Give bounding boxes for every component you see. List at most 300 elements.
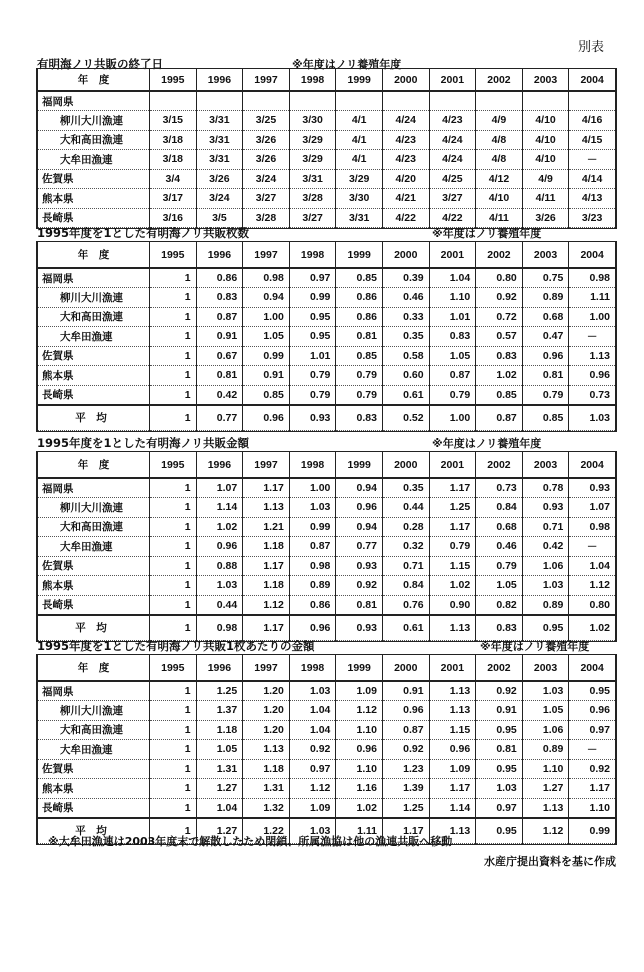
cell-value: 3/27 [243,189,290,209]
cell-value: 4/10 [522,150,569,170]
cell-value: 4/1 [336,111,383,131]
cell-value: 0.71 [382,556,429,576]
cell-value: 1.10 [569,798,616,818]
header-label: 年 度 [38,655,150,681]
average-value: 0.77 [196,405,243,431]
average-row [38,615,616,641]
cell-value: 4/24 [429,150,476,170]
table-row [38,740,616,760]
year-header: 1997 [243,69,290,91]
table-row [38,346,616,366]
cell-value: 4/15 [569,130,616,150]
row-label: 熊本県 [38,576,150,596]
table-row [38,779,616,799]
cell-value: 4/10 [522,130,569,150]
cell-value: 3/31 [196,111,243,131]
cell-value: 1 [150,366,197,386]
cell-value: 4/8 [476,130,523,150]
cell-value: 1 [150,595,197,615]
row-label: 大和高田漁連 [38,130,150,150]
cell-value: 1.01 [429,307,476,327]
cell-value: 1.27 [522,779,569,799]
cell-value: 0.96 [382,701,429,721]
year-header: 1995 [150,69,197,91]
cell-value: 1.37 [196,701,243,721]
cell-value: 0.87 [289,537,336,557]
cell-value: 1 [150,798,197,818]
cell-value: 4/23 [429,111,476,131]
cell-value: 1.21 [243,517,290,537]
year-header: 1997 [243,452,290,478]
cell-value: 1.06 [522,556,569,576]
cell-value: 1.27 [196,779,243,799]
year-header: 1997 [243,655,290,681]
cell-value: 3/24 [243,169,290,189]
cell-value: 1.00 [243,307,290,327]
cell-value: 0.96 [336,740,383,760]
cell-value: 0.46 [476,537,523,557]
header-label: 年 度 [38,242,150,268]
average-value: 1.22 [243,818,290,844]
cell-value: 0.42 [196,385,243,405]
cell-value: 3/30 [289,111,336,131]
cell-value: 0.93 [569,478,616,498]
average-value: 1.00 [429,405,476,431]
cell-value: 0.33 [382,307,429,327]
cell-value: 1.39 [382,779,429,799]
year-header: 2003 [522,242,569,268]
header-row [38,242,616,268]
cell-value: 1.17 [429,779,476,799]
year-header: 1995 [150,452,197,478]
cell-value: 3/17 [150,189,197,209]
cell-value: 1.01 [289,346,336,366]
table2-note: ※年度はノリ養殖年度 [432,227,542,240]
cell-value: 0.44 [196,595,243,615]
cell-value: 0.68 [522,307,569,327]
cell-value: 4/1 [336,150,383,170]
average-value: 1.03 [289,818,336,844]
cell-value: 4/24 [429,130,476,150]
cell-value: 0.98 [243,268,290,288]
cell-value: 0.96 [196,537,243,557]
cell-value: 1.12 [289,779,336,799]
cell-value: 3/5 [196,208,243,228]
cell-value: 4/24 [382,111,429,131]
cell-value: 0.79 [476,556,523,576]
cell-value: 4/22 [382,208,429,228]
cell-value: 1.17 [243,478,290,498]
cell-value: 0.86 [336,288,383,308]
sales-amount-table [37,452,616,641]
cell-value: 0.77 [336,537,383,557]
cell-value: 3/28 [243,208,290,228]
cell-value: 1.03 [476,779,523,799]
cell-value: 1 [150,268,197,288]
year-header: 2002 [476,452,523,478]
cell-value [150,91,197,111]
cell-value: 1 [150,498,197,518]
cell-value: 0.67 [196,346,243,366]
year-header: 2001 [429,452,476,478]
average-label: 平 均 [38,615,150,641]
cell-value: 0.92 [336,576,383,596]
cell-value: 1.20 [243,681,290,701]
cell-value: － [569,327,616,347]
cell-value: 3/31 [336,208,383,228]
cell-value: 0.79 [429,537,476,557]
row-label: 佐賀県 [38,346,150,366]
table4-title: 1995年度を1とした有明海ノリ共販1枚あたりの金額 [37,639,315,653]
year-header: 2002 [476,655,523,681]
cell-value: 0.98 [289,556,336,576]
cell-value: 1 [150,779,197,799]
table-row [38,366,616,386]
cell-value: 1.10 [336,759,383,779]
row-label: 大牟田漁連 [38,150,150,170]
cell-value: 0.85 [336,268,383,288]
footnote: ※大牟田漁連は2003年度末で解散したため閉鎖、所属漁協は他の漁連共販へ移動 [48,835,453,848]
sales-volume-table [37,242,616,431]
year-header: 1996 [196,242,243,268]
cell-value: 1.03 [196,576,243,596]
row-label: 熊本県 [38,366,150,386]
cell-value: 0.79 [289,366,336,386]
row-label: 大和高田漁連 [38,720,150,740]
row-label: 長崎県 [38,595,150,615]
row-label: 大牟田漁連 [38,537,150,557]
cell-value: 0.90 [429,595,476,615]
average-value: 0.93 [289,405,336,431]
year-header: 2004 [569,242,616,268]
year-header: 2003 [522,69,569,91]
row-label: 長崎県 [38,385,150,405]
cell-value: 0.80 [476,268,523,288]
cell-value: 1.31 [196,759,243,779]
year-header: 2003 [522,655,569,681]
cell-value: 1.18 [243,537,290,557]
cell-value: 1.13 [429,681,476,701]
cell-value: 1 [150,327,197,347]
cell-value: 1 [150,701,197,721]
cell-value: 1.20 [243,720,290,740]
table-row [38,478,616,498]
cell-value: 0.58 [382,346,429,366]
cell-value: 1.17 [243,556,290,576]
average-value: 0.87 [476,405,523,431]
table-row [38,111,616,131]
row-label: 大牟田漁連 [38,327,150,347]
row-label: 柳川大川漁連 [38,111,150,131]
cell-value: 1.03 [522,681,569,701]
table-row [38,720,616,740]
cell-value: 0.89 [522,595,569,615]
row-label: 長崎県 [38,798,150,818]
cell-value: 3/26 [196,169,243,189]
cell-value: 1.15 [429,556,476,576]
cell-value: 0.83 [429,327,476,347]
cell-value: 0.68 [476,517,523,537]
cell-value: 1.04 [569,556,616,576]
year-header: 2001 [429,655,476,681]
cell-value: 1 [150,537,197,557]
average-label: 平 均 [38,405,150,431]
cell-value: 1.10 [522,759,569,779]
cell-value: 4/23 [382,130,429,150]
cell-value: 4/11 [522,189,569,209]
average-value: 1.17 [382,818,429,844]
source-note: 水産庁提出資料を基に作成 [484,855,616,868]
row-label: 熊本県 [38,189,150,209]
cell-value: 0.87 [382,720,429,740]
cell-value: 1.05 [243,327,290,347]
year-header: 2002 [476,69,523,91]
cell-value: 4/10 [476,189,523,209]
year-header: 1996 [196,655,243,681]
cell-value: 0.95 [569,681,616,701]
cell-value: 0.81 [336,595,383,615]
cell-value [289,91,336,111]
cell-value: 1 [150,517,197,537]
cell-value: 4/9 [476,111,523,131]
year-header: 2002 [476,242,523,268]
cell-value: 1.05 [196,740,243,760]
cell-value: 0.35 [382,478,429,498]
table-row [38,556,616,576]
cell-value: 4/10 [522,111,569,131]
cell-value: 1 [150,759,197,779]
cell-value: 1 [150,307,197,327]
cell-value: 0.87 [429,366,476,386]
cell-value: 0.91 [476,701,523,721]
cell-value: 0.91 [243,366,290,386]
page-tag: 別表 [578,40,605,55]
cell-value [522,91,569,111]
cell-value [476,91,523,111]
cell-value: 3/30 [336,189,383,209]
cell-value: 0.85 [336,346,383,366]
cell-value: 0.95 [476,759,523,779]
year-header: 1995 [150,655,197,681]
year-header: 2004 [569,452,616,478]
table-row [38,681,616,701]
cell-value: 4/14 [569,169,616,189]
cell-value: 1.13 [429,701,476,721]
average-value: 0.83 [336,405,383,431]
cell-value: 0.81 [336,327,383,347]
cell-value: 0.86 [196,268,243,288]
cell-value: 0.32 [382,537,429,557]
cell-value: 4/21 [382,189,429,209]
cell-value: 0.99 [289,288,336,308]
cell-value: 0.96 [336,498,383,518]
cell-value: 0.47 [522,327,569,347]
cell-value: 1.13 [522,798,569,818]
table-row [38,288,616,308]
cell-value: 1 [150,346,197,366]
cell-value: 1.04 [289,720,336,740]
cell-value: 4/22 [429,208,476,228]
table-row [38,307,616,327]
cell-value: 1.10 [336,720,383,740]
cell-value: 1.10 [429,288,476,308]
cell-value: 0.89 [522,288,569,308]
cell-value: 0.95 [289,307,336,327]
cell-value: 0.89 [289,576,336,596]
average-value: 1 [150,818,197,844]
cell-value [243,91,290,111]
cell-value: 1.04 [289,701,336,721]
year-header: 2001 [429,69,476,91]
cell-value: 4/25 [429,169,476,189]
cell-value: 1.02 [196,517,243,537]
cell-value: 1.05 [522,701,569,721]
cell-value: 3/27 [429,189,476,209]
cell-value: 0.57 [476,327,523,347]
cell-value: 4/8 [476,150,523,170]
cell-value: 0.99 [243,346,290,366]
cell-value: 0.72 [476,307,523,327]
table-row [38,517,616,537]
table4-note: ※年度はノリ養殖年度 [480,640,590,653]
table1-note: ※年度はノリ養殖年度 [292,58,402,71]
average-value: 0.96 [289,615,336,641]
cell-value: 1 [150,478,197,498]
average-value: 1.13 [429,615,476,641]
cell-value: 0.82 [476,595,523,615]
cell-value: 0.87 [196,307,243,327]
header-label: 年 度 [38,452,150,478]
row-label: 佐賀県 [38,759,150,779]
year-header: 2000 [382,69,429,91]
cell-value: 1.13 [569,346,616,366]
cell-value: 1.32 [243,798,290,818]
cell-value: 0.73 [569,385,616,405]
average-value: 1.02 [569,615,616,641]
cell-value: 4/11 [476,208,523,228]
cell-value: 0.79 [522,385,569,405]
year-header: 2003 [522,452,569,478]
cell-value: 0.76 [382,595,429,615]
year-header: 2000 [382,242,429,268]
cell-value: 0.88 [196,556,243,576]
row-label: 柳川大川漁連 [38,701,150,721]
table-row [38,268,616,288]
year-header: 1999 [336,452,383,478]
cell-value: 0.99 [289,517,336,537]
cell-value: 1.12 [336,701,383,721]
cell-value: 4/12 [476,169,523,189]
cell-value: 3/25 [243,111,290,131]
cell-value: 1.02 [429,576,476,596]
cell-value: 0.91 [196,327,243,347]
table-row [38,576,616,596]
cell-value: 3/16 [150,208,197,228]
year-header: 2004 [569,655,616,681]
cell-value: 1.02 [336,798,383,818]
cell-value: 0.92 [476,681,523,701]
year-header: 2000 [382,655,429,681]
cell-value: 1.17 [429,478,476,498]
cell-value: 0.83 [196,288,243,308]
cell-value: 0.92 [382,740,429,760]
average-value: 1 [150,405,197,431]
cell-value: 0.95 [476,720,523,740]
average-value: 0.95 [522,615,569,641]
row-label: 大和高田漁連 [38,517,150,537]
cell-value: 1.23 [382,759,429,779]
table3-title: 1995年度を1とした有明海ノリ共販金額 [37,436,250,450]
average-value: 0.99 [569,818,616,844]
year-header: 1999 [336,69,383,91]
cell-value: 1 [150,740,197,760]
year-header: 2004 [569,69,616,91]
cell-value: 1.03 [289,498,336,518]
cell-value: 1.09 [289,798,336,818]
row-label: 福岡県 [38,478,150,498]
cell-value: 1.16 [336,779,383,799]
cell-value: 0.98 [569,517,616,537]
cell-value: 0.86 [336,307,383,327]
average-value: 0.83 [476,615,523,641]
cell-value: 3/31 [289,169,336,189]
average-value: 1.17 [243,615,290,641]
cell-value: 0.80 [569,595,616,615]
cell-value: 0.93 [522,498,569,518]
cell-value: 1 [150,681,197,701]
cell-value: 3/23 [569,208,616,228]
cell-value: 0.85 [243,385,290,405]
cell-value: 1 [150,720,197,740]
cell-value: 3/15 [150,111,197,131]
cell-value: 3/28 [289,189,336,209]
cell-value: 1.18 [243,759,290,779]
header-row [38,452,616,478]
cell-value: 0.94 [336,517,383,537]
cell-value: 0.46 [382,288,429,308]
cell-value: 0.97 [289,759,336,779]
year-header: 1996 [196,69,243,91]
cell-value: 0.96 [569,701,616,721]
cell-value: 1.06 [522,720,569,740]
row-label: 福岡県 [38,681,150,701]
cell-value: 1.05 [476,576,523,596]
year-header: 1996 [196,452,243,478]
cell-value: 1.17 [569,779,616,799]
row-label: 大和高田漁連 [38,307,150,327]
row-label: 福岡県 [38,268,150,288]
average-value: 1 [150,615,197,641]
year-header: 1998 [289,69,336,91]
average-value: 0.52 [382,405,429,431]
cell-value: 1.18 [196,720,243,740]
cell-value: 0.96 [429,740,476,760]
cell-value: 0.93 [336,556,383,576]
cell-value: 0.42 [522,537,569,557]
row-label: 福岡県 [38,91,150,111]
year-header: 1999 [336,242,383,268]
row-label: 柳川大川漁連 [38,288,150,308]
cell-value: 0.81 [476,740,523,760]
cell-value: － [569,537,616,557]
average-value: 0.61 [382,615,429,641]
cell-value: 0.97 [289,268,336,288]
cell-value [336,91,383,111]
cell-value: 1.25 [196,681,243,701]
year-header: 1999 [336,655,383,681]
cell-value: 0.92 [569,759,616,779]
cell-value: 4/9 [522,169,569,189]
